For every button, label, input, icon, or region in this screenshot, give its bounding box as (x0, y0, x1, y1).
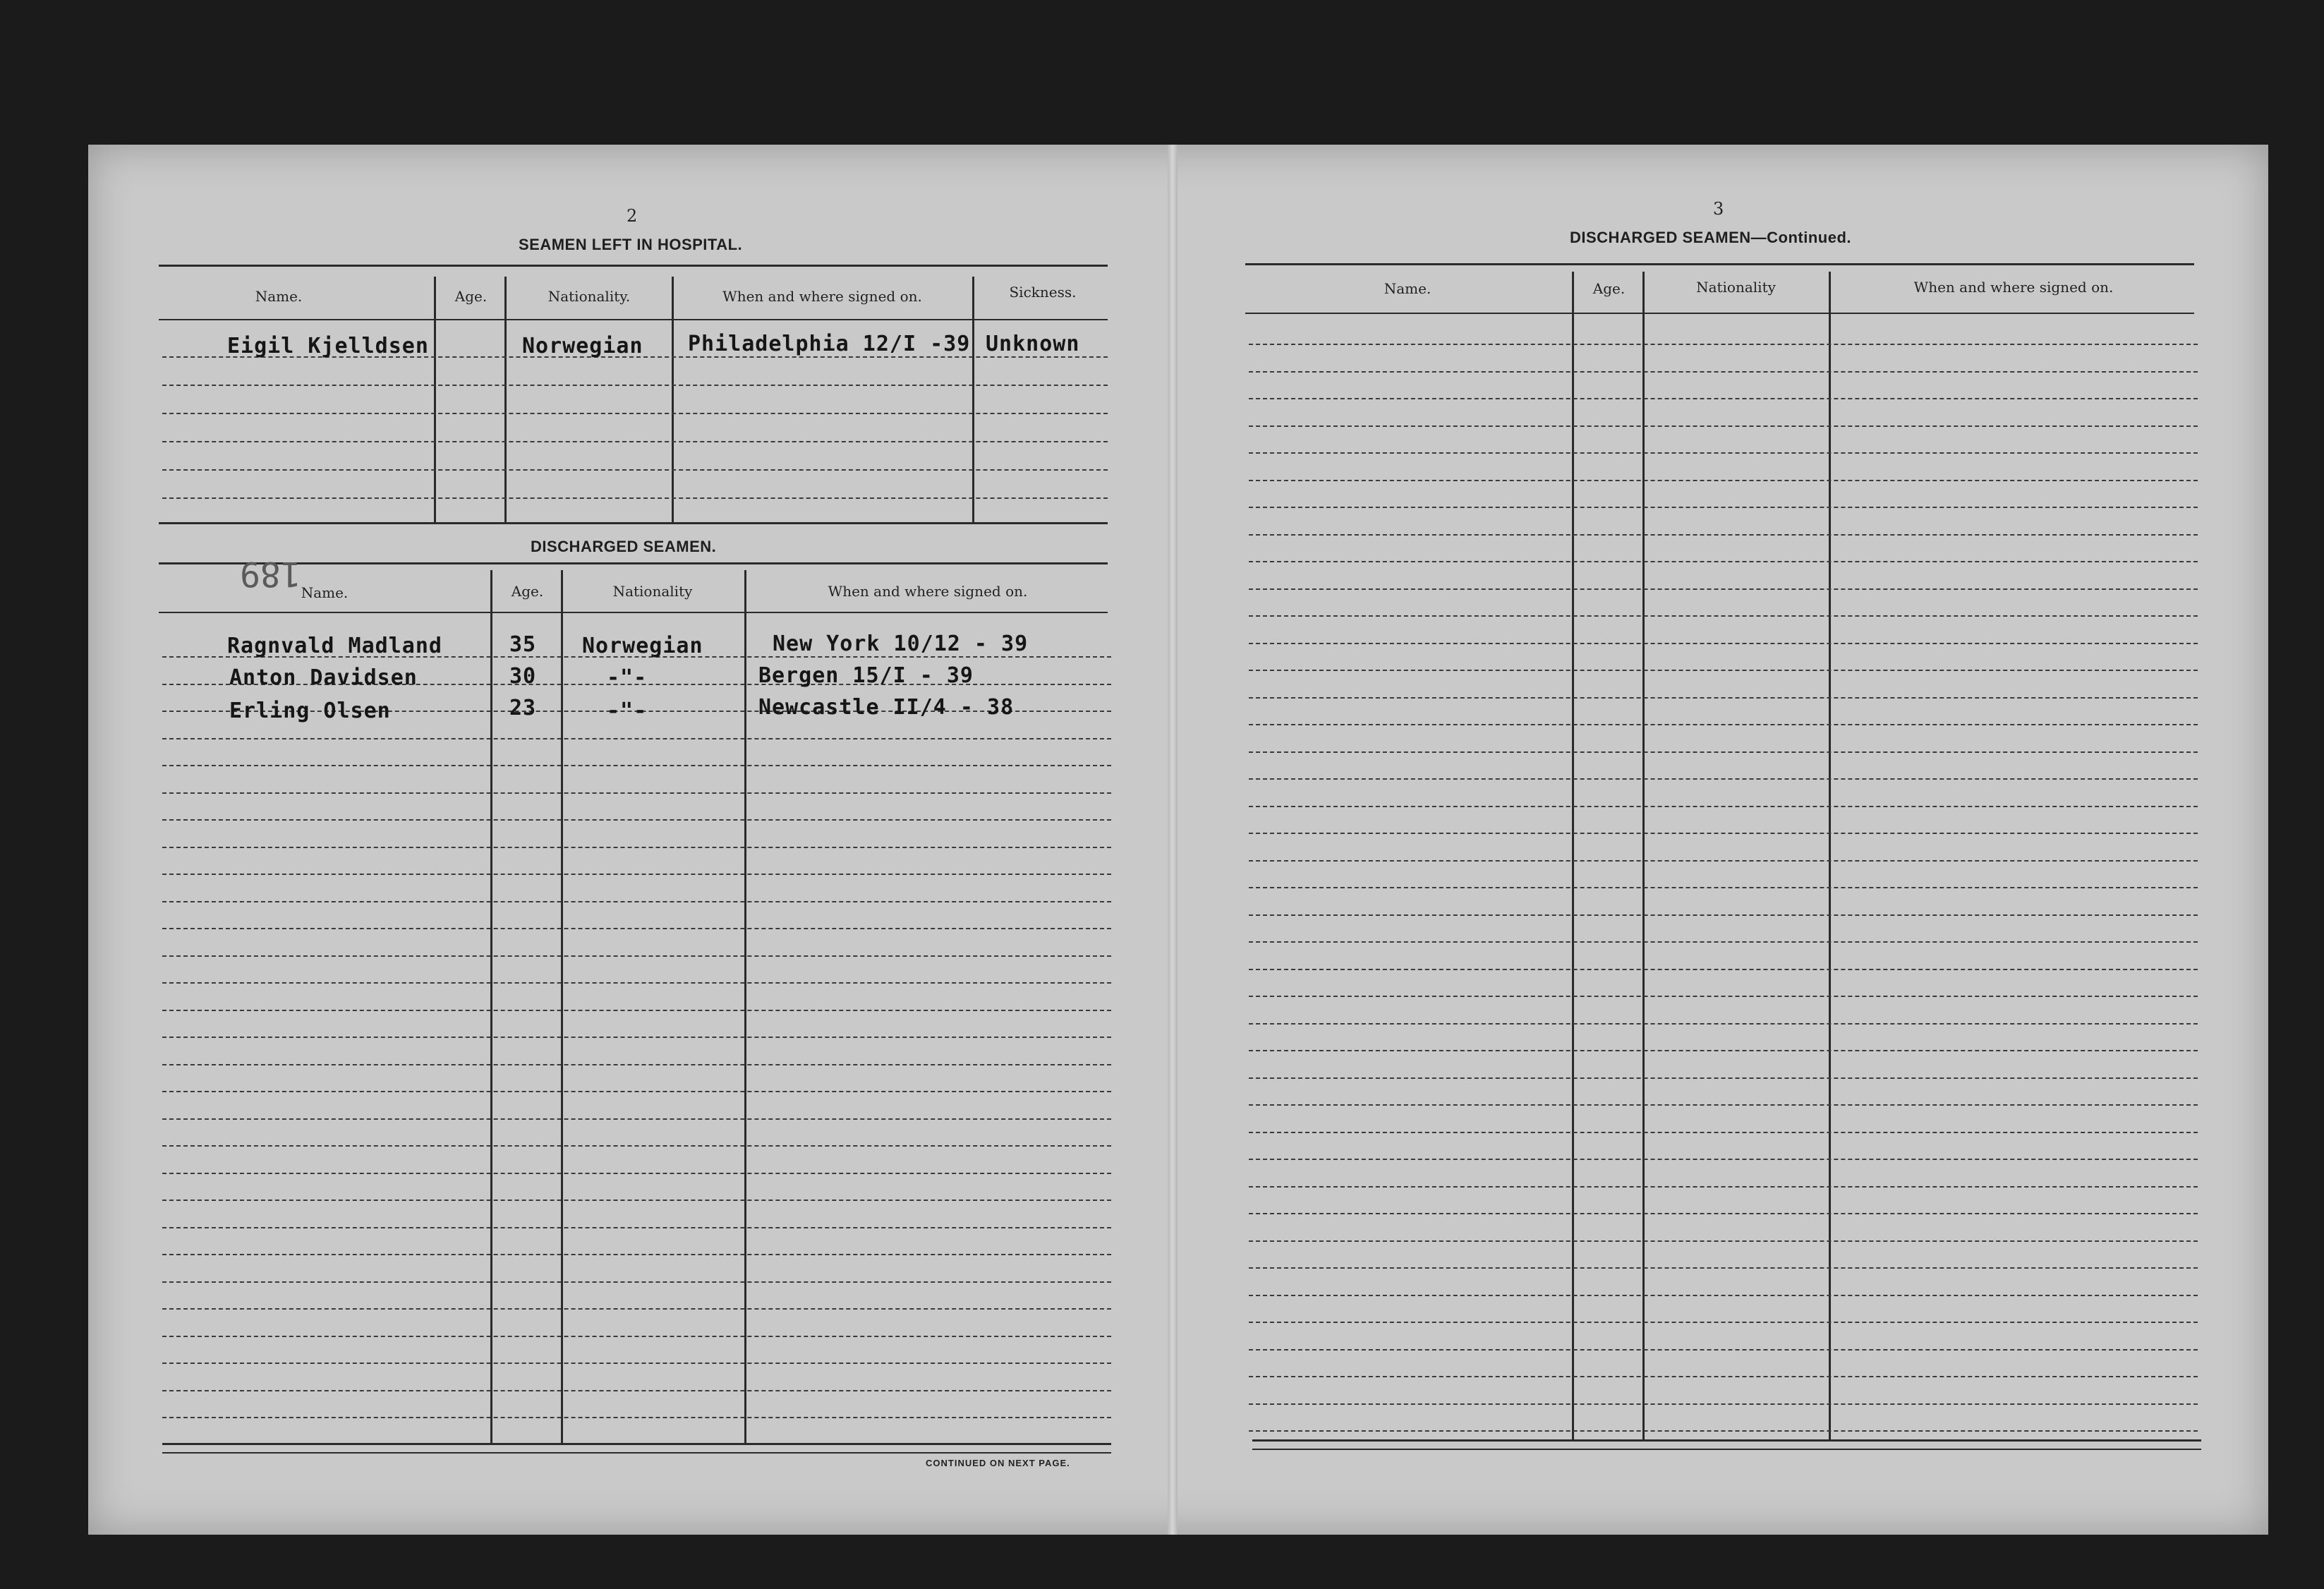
row-line (1249, 1322, 2198, 1323)
row-line (1249, 398, 2198, 399)
row-line (1249, 860, 2198, 862)
col-header-signed-on: When and where signed on. (1913, 279, 2114, 296)
rule (1252, 1439, 2201, 1442)
cell-nationality: -"- (607, 699, 648, 723)
row-line (1249, 1050, 2198, 1051)
col-header-age: Age. (511, 583, 544, 600)
row-line (1249, 914, 2198, 916)
rule (162, 1452, 1111, 1454)
column-divider (672, 277, 674, 524)
row-line (162, 1173, 1111, 1174)
col-header-nationality: Nationality (612, 583, 693, 600)
rule (159, 612, 1108, 613)
row-line (1249, 724, 2198, 725)
row-line (162, 1091, 1111, 1092)
row-line (1249, 1186, 2198, 1188)
row-line (162, 497, 1108, 499)
row-line (1249, 1077, 2198, 1079)
row-line (162, 1200, 1111, 1201)
col-header-name: Name. (301, 584, 349, 601)
cell-sickness: Unknown (986, 332, 1080, 356)
row-line (1249, 643, 2198, 644)
row-line (1249, 1240, 2198, 1242)
row-line (162, 1308, 1111, 1310)
cell-name: Anton Davidsen (229, 665, 418, 690)
discharged-section-title: DISCHARGED SEAMEN. (531, 538, 717, 555)
row-line (162, 765, 1111, 766)
hospital-section-title: SEAMEN LEFT IN HOSPITAL. (519, 236, 743, 253)
row-line (1249, 1159, 2198, 1160)
column-divider (434, 277, 436, 524)
cell-signed-on: Philadelphia 12/I -39 (688, 332, 971, 356)
row-line (1249, 1213, 2198, 1214)
col-header-signed-on: When and where signed on. (722, 288, 922, 305)
cell-nationality: -"- (607, 665, 648, 690)
col-header-signed-on: When and where signed on. (828, 583, 1028, 600)
row-line (162, 1037, 1111, 1038)
col-header-name: Name. (255, 288, 303, 305)
row-line (162, 1281, 1111, 1283)
row-line (162, 413, 1108, 414)
row-line (162, 1227, 1111, 1228)
torn-edge (0, 56, 2324, 155)
column-divider (504, 277, 507, 524)
row-line (1249, 371, 2198, 373)
row-line (1249, 344, 2198, 345)
row-line (162, 1336, 1111, 1337)
column-divider (1829, 272, 1831, 1439)
row-line (1249, 1349, 2198, 1351)
column-divider (1572, 272, 1574, 1439)
page-number-left: 2 (627, 206, 638, 226)
row-line (162, 469, 1108, 471)
row-line (1249, 778, 2198, 780)
row-line (1249, 751, 2198, 753)
rule (1245, 313, 2194, 314)
row-line (1249, 561, 2198, 562)
col-header-age: Age. (1592, 280, 1626, 297)
rule (159, 319, 1108, 320)
column-divider (972, 277, 974, 524)
center-fold (1168, 145, 1178, 1535)
row-line (162, 819, 1111, 821)
cell-name: Ragnvald Madland (227, 634, 442, 658)
col-header-name: Name. (1384, 280, 1432, 297)
row-line (162, 792, 1111, 794)
row-line (162, 1363, 1111, 1364)
rule (159, 562, 1108, 564)
row-line (1249, 887, 2198, 888)
row-line (1249, 833, 2198, 834)
rule (162, 1443, 1111, 1445)
row-line (162, 955, 1111, 957)
row-line (1249, 588, 2198, 590)
row-line (1249, 507, 2198, 508)
row-line (162, 1390, 1111, 1391)
row-line (162, 738, 1111, 739)
cell-nationality: Norwegian (582, 634, 703, 658)
row-line (1249, 697, 2198, 699)
pencil-note: 189 (240, 554, 301, 593)
col-header-age: Age. (454, 288, 488, 305)
row-line (162, 982, 1111, 984)
row-line (1249, 615, 2198, 617)
cell-age: 35 (509, 632, 537, 657)
row-line (162, 441, 1108, 442)
row-line (1249, 806, 2198, 807)
row-line (1249, 1023, 2198, 1025)
row-line (1249, 1132, 2198, 1133)
row-line (162, 1118, 1111, 1120)
row-line (1249, 534, 2198, 536)
cell-signed-on: Newcastle II/4 - 38 (758, 695, 1015, 720)
row-line (162, 1064, 1111, 1065)
row-line (162, 1417, 1111, 1418)
row-line (162, 1010, 1111, 1011)
cell-signed-on: Bergen 15/I - 39 (758, 663, 974, 688)
rule (159, 265, 1108, 267)
cell-name: Eigil Kjelldsen (227, 334, 429, 358)
col-header-nationality: Nationality (1696, 279, 1776, 296)
column-divider (490, 570, 492, 1445)
row-line (1249, 480, 2198, 481)
row-line (1249, 1104, 2198, 1106)
column-divider (1642, 272, 1645, 1439)
page-number-right: 3 (1713, 199, 1724, 219)
cell-nationality: Norwegian (522, 334, 643, 358)
column-divider (561, 570, 563, 1445)
hole (349, 92, 377, 127)
cell-age: 30 (509, 664, 537, 689)
row-line (162, 874, 1111, 875)
cell-age: 23 (509, 696, 537, 720)
row-line (1249, 941, 2198, 943)
row-line (162, 901, 1111, 902)
row-line (162, 928, 1111, 929)
row-line (1249, 425, 2198, 427)
cell-name: Erling Olsen (229, 699, 391, 723)
discharged-continued-title: DISCHARGED SEAMEN—Continued. (1570, 229, 1851, 246)
rule (1252, 1449, 2201, 1450)
row-line (1249, 1430, 2198, 1432)
row-line (162, 847, 1111, 848)
cell-signed-on: New York 10/12 - 39 (773, 632, 1029, 656)
column-divider (744, 570, 746, 1445)
row-line (162, 385, 1108, 386)
col-header-sickness: Sickness. (1009, 284, 1077, 301)
row-line (1249, 452, 2198, 454)
continued-note: CONTINUED ON NEXT PAGE. (926, 1458, 1070, 1468)
hole (173, 99, 222, 134)
row-line (1249, 1267, 2198, 1269)
row-line (162, 1145, 1111, 1147)
rule (159, 522, 1108, 524)
row-line (1249, 1376, 2198, 1377)
row-line (1249, 670, 2198, 671)
row-line (1249, 1403, 2198, 1405)
col-header-nationality: Nationality. (547, 288, 631, 305)
row-line (162, 1254, 1111, 1255)
row-line (1249, 996, 2198, 997)
row-line (1249, 969, 2198, 970)
row-line (1249, 1295, 2198, 1296)
rule (1245, 263, 2194, 265)
